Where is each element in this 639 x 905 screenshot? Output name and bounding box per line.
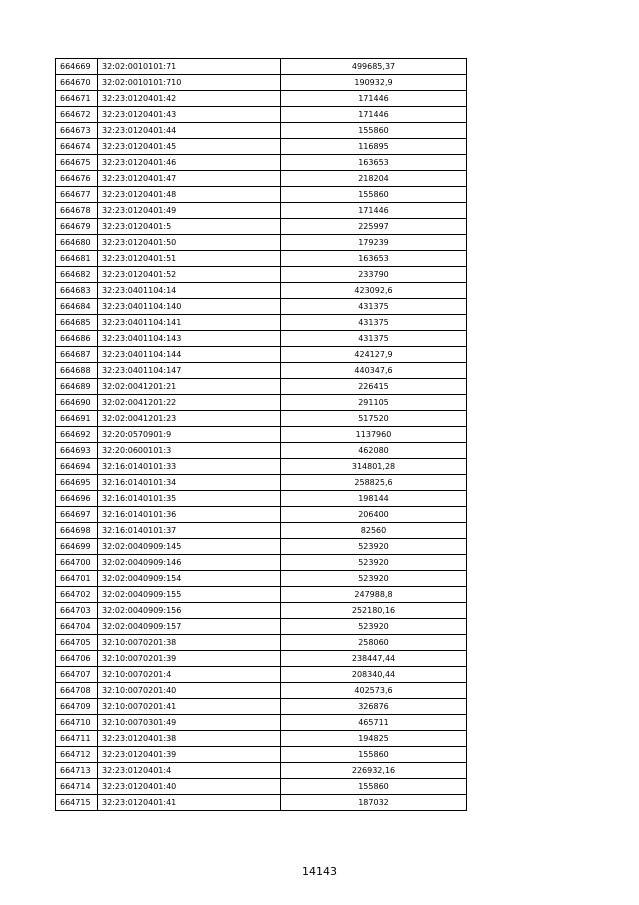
row-number-cell: 664710: [56, 715, 98, 731]
table-row: [56, 587, 467, 603]
value-cell: 431375: [281, 331, 467, 347]
value-cell: 206400: [281, 507, 467, 523]
cadastral-number-cell: 32:16:0140101:37: [98, 523, 281, 539]
table-row: [56, 363, 467, 379]
value-cell: 187032: [281, 795, 467, 811]
table-row: [56, 683, 467, 699]
cadastral-number-cell: 32:10:0070201:41: [98, 699, 281, 715]
row-number-cell: 664681: [56, 251, 98, 267]
row-number-cell: 664670: [56, 75, 98, 91]
row-number-cell: 664669: [56, 59, 98, 75]
value-cell: 258060: [281, 635, 467, 651]
value-cell: 523920: [281, 555, 467, 571]
value-cell: 465711: [281, 715, 467, 731]
table-row: [56, 795, 467, 811]
table-row: [56, 475, 467, 491]
row-number-cell: 664683: [56, 283, 98, 299]
value-cell: 171446: [281, 107, 467, 123]
table-row: [56, 539, 467, 555]
row-number-cell: 664712: [56, 747, 98, 763]
row-number-cell: 664714: [56, 779, 98, 795]
row-number-cell: 664693: [56, 443, 98, 459]
table-row: [56, 251, 467, 267]
table-row: [56, 107, 467, 123]
table-row: [56, 555, 467, 571]
value-cell: 523920: [281, 539, 467, 555]
row-number-cell: 664695: [56, 475, 98, 491]
table-row: [56, 379, 467, 395]
cadastral-number-cell: 32:02:0010101:71: [98, 59, 281, 75]
table-row: [56, 187, 467, 203]
row-number-cell: 664690: [56, 395, 98, 411]
value-cell: 116895: [281, 139, 467, 155]
table-row: [56, 747, 467, 763]
cadastral-number-cell: 32:10:0070201:40: [98, 683, 281, 699]
row-number-cell: 664685: [56, 315, 98, 331]
table-row: [56, 427, 467, 443]
table-body: [56, 59, 467, 811]
cadastral-number-cell: 32:20:0570901:9: [98, 427, 281, 443]
cadastral-number-cell: 32:02:0040909:156: [98, 603, 281, 619]
row-number-cell: 664704: [56, 619, 98, 635]
cadastral-number-cell: 32:23:0120401:44: [98, 123, 281, 139]
row-number-cell: 664678: [56, 203, 98, 219]
table-row: [56, 731, 467, 747]
table-row: [56, 635, 467, 651]
row-number-cell: 664671: [56, 91, 98, 107]
table-row: [56, 219, 467, 235]
value-cell: 163653: [281, 155, 467, 171]
cadastral-number-cell: 32:02:0010101:710: [98, 75, 281, 91]
value-cell: 155860: [281, 747, 467, 763]
value-cell: 225997: [281, 219, 467, 235]
table-row: [56, 395, 467, 411]
row-number-cell: 664711: [56, 731, 98, 747]
cadastral-number-cell: 32:10:0070201:39: [98, 651, 281, 667]
cadastral-number-cell: 32:02:0041201:23: [98, 411, 281, 427]
row-number-cell: 664687: [56, 347, 98, 363]
row-number-cell: 664706: [56, 651, 98, 667]
cadastral-number-cell: 32:23:0120401:41: [98, 795, 281, 811]
row-number-cell: 664709: [56, 699, 98, 715]
value-cell: 247988,8: [281, 587, 467, 603]
row-number-cell: 664701: [56, 571, 98, 587]
table-row: [56, 763, 467, 779]
table-row: [56, 235, 467, 251]
value-cell: 226932,16: [281, 763, 467, 779]
cadastral-number-cell: 32:23:0401104:141: [98, 315, 281, 331]
row-number-cell: 664692: [56, 427, 98, 443]
row-number-cell: 664680: [56, 235, 98, 251]
row-number-cell: 664715: [56, 795, 98, 811]
cadastral-number-cell: 32:23:0120401:43: [98, 107, 281, 123]
cadastral-number-cell: 32:23:0120401:48: [98, 187, 281, 203]
value-cell: 523920: [281, 619, 467, 635]
row-number-cell: 664703: [56, 603, 98, 619]
row-number-cell: 664672: [56, 107, 98, 123]
value-cell: 252180,16: [281, 603, 467, 619]
cadastral-number-cell: 32:10:0070201:4: [98, 667, 281, 683]
value-cell: 423092,6: [281, 283, 467, 299]
table-row: [56, 411, 467, 427]
row-number-cell: 664682: [56, 267, 98, 283]
value-cell: 155860: [281, 123, 467, 139]
cadastral-number-cell: 32:10:0070201:38: [98, 635, 281, 651]
table-row: [56, 651, 467, 667]
table-row: [56, 667, 467, 683]
table-row: [56, 443, 467, 459]
row-number-cell: 664698: [56, 523, 98, 539]
table-row: [56, 171, 467, 187]
row-number-cell: 664688: [56, 363, 98, 379]
value-cell: 499685,37: [281, 59, 467, 75]
value-cell: 163653: [281, 251, 467, 267]
value-cell: 171446: [281, 203, 467, 219]
value-cell: 431375: [281, 299, 467, 315]
cadastral-number-cell: 32:23:0120401:47: [98, 171, 281, 187]
table-row: [56, 571, 467, 587]
cadastral-number-cell: 32:23:0120401:49: [98, 203, 281, 219]
value-cell: 314801,28: [281, 459, 467, 475]
cadastral-number-cell: 32:23:0401104:147: [98, 363, 281, 379]
row-number-cell: 664673: [56, 123, 98, 139]
value-cell: 155860: [281, 779, 467, 795]
row-number-cell: 664696: [56, 491, 98, 507]
cadastral-number-cell: 32:02:0041201:21: [98, 379, 281, 395]
value-cell: 82560: [281, 523, 467, 539]
table-row: [56, 139, 467, 155]
value-cell: 402573,6: [281, 683, 467, 699]
value-cell: 226415: [281, 379, 467, 395]
cadastral-number-cell: 32:23:0120401:40: [98, 779, 281, 795]
cadastral-number-cell: 32:02:0040909:154: [98, 571, 281, 587]
value-cell: 238447,44: [281, 651, 467, 667]
value-cell: 155860: [281, 187, 467, 203]
row-number-cell: 664700: [56, 555, 98, 571]
table-row: [56, 203, 467, 219]
row-number-cell: 664691: [56, 411, 98, 427]
row-number-cell: 664713: [56, 763, 98, 779]
value-cell: 179239: [281, 235, 467, 251]
row-number-cell: 664676: [56, 171, 98, 187]
page-number: 14143: [302, 865, 337, 878]
value-cell: 258825,6: [281, 475, 467, 491]
cadastral-number-cell: 32:23:0120401:50: [98, 235, 281, 251]
table-row: [56, 619, 467, 635]
table-row: [56, 283, 467, 299]
table-row: [56, 715, 467, 731]
data-table: [55, 58, 467, 811]
value-cell: 291105: [281, 395, 467, 411]
row-number-cell: 664684: [56, 299, 98, 315]
value-cell: 326876: [281, 699, 467, 715]
table-row: [56, 91, 467, 107]
cadastral-number-cell: 32:23:0120401:4: [98, 763, 281, 779]
row-number-cell: 664697: [56, 507, 98, 523]
cadastral-number-cell: 32:16:0140101:35: [98, 491, 281, 507]
table-row: [56, 459, 467, 475]
cadastral-number-cell: 32:23:0120401:38: [98, 731, 281, 747]
cadastral-number-cell: 32:23:0401104:144: [98, 347, 281, 363]
row-number-cell: 664674: [56, 139, 98, 155]
value-cell: 517520: [281, 411, 467, 427]
cadastral-number-cell: 32:23:0120401:42: [98, 91, 281, 107]
table-row: [56, 75, 467, 91]
value-cell: 218204: [281, 171, 467, 187]
table-row: [56, 523, 467, 539]
table-row: [56, 155, 467, 171]
cadastral-number-cell: 32:23:0401104:140: [98, 299, 281, 315]
value-cell: 462080: [281, 443, 467, 459]
row-number-cell: 664707: [56, 667, 98, 683]
row-number-cell: 664679: [56, 219, 98, 235]
value-cell: 523920: [281, 571, 467, 587]
value-cell: 171446: [281, 91, 467, 107]
row-number-cell: 664675: [56, 155, 98, 171]
table-row: [56, 315, 467, 331]
row-number-cell: 664708: [56, 683, 98, 699]
cadastral-number-cell: 32:02:0040909:157: [98, 619, 281, 635]
table-row: [56, 331, 467, 347]
value-cell: 440347,6: [281, 363, 467, 379]
cadastral-number-cell: 32:10:0070301:49: [98, 715, 281, 731]
cadastral-number-cell: 32:23:0401104:143: [98, 331, 281, 347]
value-cell: 190932,9: [281, 75, 467, 91]
cadastral-number-cell: 32:23:0120401:51: [98, 251, 281, 267]
cadastral-number-cell: 32:23:0120401:39: [98, 747, 281, 763]
value-cell: 208340,44: [281, 667, 467, 683]
table-row: [56, 603, 467, 619]
row-number-cell: 664677: [56, 187, 98, 203]
table-row: [56, 699, 467, 715]
value-cell: 198144: [281, 491, 467, 507]
cadastral-number-cell: 32:23:0401104:14: [98, 283, 281, 299]
cadastral-number-cell: 32:23:0120401:45: [98, 139, 281, 155]
cadastral-number-cell: 32:23:0120401:5: [98, 219, 281, 235]
table-row: [56, 347, 467, 363]
value-cell: 233790: [281, 267, 467, 283]
cadastral-number-cell: 32:02:0040909:145: [98, 539, 281, 555]
row-number-cell: 664705: [56, 635, 98, 651]
value-cell: 424127,9: [281, 347, 467, 363]
cadastral-number-cell: 32:16:0140101:33: [98, 459, 281, 475]
cadastral-number-cell: 32:16:0140101:36: [98, 507, 281, 523]
cadastral-number-cell: 32:02:0040909:155: [98, 587, 281, 603]
table-row: [56, 59, 467, 75]
cadastral-number-cell: 32:20:0600101:3: [98, 443, 281, 459]
table-row: [56, 491, 467, 507]
cadastral-number-cell: 32:02:0040909:146: [98, 555, 281, 571]
row-number-cell: 664702: [56, 587, 98, 603]
value-cell: 431375: [281, 315, 467, 331]
row-number-cell: 664686: [56, 331, 98, 347]
row-number-cell: 664699: [56, 539, 98, 555]
cadastral-number-cell: 32:23:0120401:52: [98, 267, 281, 283]
value-cell: 1137960: [281, 427, 467, 443]
table-row: [56, 299, 467, 315]
value-cell: 194825: [281, 731, 467, 747]
table-row: [56, 123, 467, 139]
cadastral-number-cell: 32:16:0140101:34: [98, 475, 281, 491]
row-number-cell: 664689: [56, 379, 98, 395]
table-row: [56, 507, 467, 523]
cadastral-number-cell: 32:02:0041201:22: [98, 395, 281, 411]
cadastral-number-cell: 32:23:0120401:46: [98, 155, 281, 171]
row-number-cell: 664694: [56, 459, 98, 475]
table-row: [56, 779, 467, 795]
table-row: [56, 267, 467, 283]
